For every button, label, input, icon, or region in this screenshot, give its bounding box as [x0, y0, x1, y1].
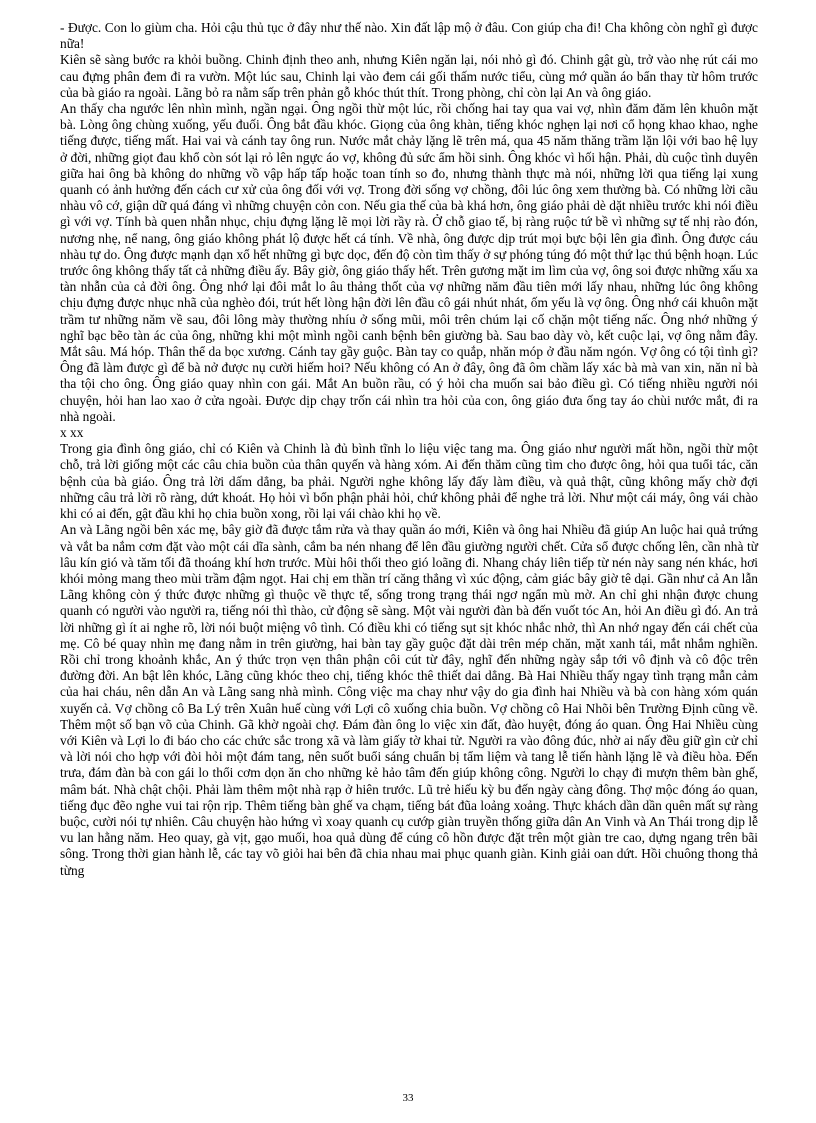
paragraph-2: Kiên sẽ sàng bước ra khỏi buồng. Chinh định theo anh, nhưng Kiên ngăn lại, nói nhỏ gì đó. Chinh gật gù, trở vào nhẹ rút cái mo cau đựng phân đem đi ra vườn. Một lúc sau, Chinh lại vào đem cái gối thấm nước tiểu, cùng mớ quần áo bẩn thay từ hôm trước của bà giáo ra ngoài. Lãng bỏ ra nằm sấp trên phản gỗ khóc thút thít. Trong phòng, chỉ còn lại An và ông giáo. — [60, 52, 758, 100]
document-page — [60, 20, 758, 1080]
paragraph-4: Trong gia đình ông giáo, chỉ có Kiên và Chinh là đủ bình tĩnh lo liệu việc tang ma. Ông giáo như người mất hồn, ngồi thừ một chỗ, trả lời giống một các câu chia buồn của thân quyến và hàng xóm. Ai đến thăm cũng tìm cho được ông, hỏi qua tuổi tác, căn bệnh của bà giáo. Ông trả lời dấm dẳng, ba phải. Người nghe không lấy đấy làm điều, và quả thật, cũng không mấy chờ đợi những câu trả lời rõ ràng, dứt khoát. Họ hỏi vì bổn phận phải hỏi, chứ không phải để nghe trả lời. Như một cái máy, ông vái chào khi có ai đến, gật đầu khi họ chia buồn xong, rồi lại vái chào khi họ về. — [60, 441, 758, 522]
page-number: 33 — [402, 1092, 414, 1104]
paragraph-1: - Được. Con lo giùm cha. Hỏi cậu thủ tục ở đây như thế nào. Xin đất lập mộ ở đâu. Con giúp cha đi! Cha không còn nghĩ gì được nữa! — [60, 20, 758, 52]
section-separator: x xx — [60, 425, 84, 441]
paragraph-5: An và Lãng ngồi bên xác mẹ, bây giờ đã được tắm rửa và thay quần áo mới, Kiên và ông hai Nhiều đã giúp An luộc hai quả trứng và vắt ba nắm cơm đặt vào một cái dĩa sành, cắm ba nén nhang để lên đầu giường người chết. Cửa sổ được chống lên, cần nhà từ lâu kín gió và tăm tối đã thoáng khí hơn trước. Mùi hôi thối theo gió loãng đi. Nhang cháy liên tiếp từ nén này sang nén khác, hơi khói mỏng mang theo mùi trầm đậm ngọt. Hai chị em thần trí căng thẳng vì xúc động, cảm giác bây giờ tê dại. Gần như cả An lẫn Lãng không còn ý thức được những gì thuộc về thực tế, sống trong trạng thái ngơ ngẩn mù mờ. An chỉ ghi nhận được chung quanh có người vào người ra, tiếng nói thì thào, cử động sẽ sàng. Một vài người đàn bà đến vuốt tóc An, hỏi An điều gì đó. An trả lời những gì ít ai nghe rõ, lời nói buột miệng vô tình. Có điều khi có tiếng sụt sịt khóc nhắc nhở, thì An nhớ ngay đến cái chết của mẹ. Cô bé quay nhìn mẹ đang nằm in trên giường, hai bàn tay gầy guộc đặt dài trên mép chăn, mặt xanh tái, mắt nhắm nghiền. Rồi chỉ trong khoảnh khắc, An ý thức trọn vẹn thân phận côi cút từ đây, nghĩ đến những ngày sắp tới vô định và cô độc trên đường đời. An bật lên khóc, Lãng cũng khóc theo chị, tiếng khóc thê thiết dai dẳng. Bà Hai Nhiều thấy ngay tình trạng mẫn cảm của hai cháu, nên dẫn An và Lãng sang nhà mình. Công việc ma chay như vậy do gia đình hai Nhiều và bà con hàng xóm quán xuyến cả. Vợ chồng cô Ba Lý trên Xuân huế cùng với Lợi cô xuống chia buồn. Vợ chồng cô Hai Nhõi bên Trường Định cũng về. Thêm một số bạn võ của Chinh. Gã khờ ngoài chợ. Đám đàn ông lo việc xin đất, đào huyệt, đóng áo quan. Ông Hai Nhiều cùng với Kiên và Lợi lo đi báo cho các chức sắc trong xã và làm giấy tờ khai tử. Người ra vào đông đúc, nhờ ai nấy đều giữ gìn cử chỉ và lời nói cho hợp với đòi hỏi một đám tang, nên suốt buổi sáng chuẩn bị tẩm liệm và tang lễ tiến hành lặng lẽ và điều hòa. Đến trưa, đám đàn bà con gái lo thổi cơm dọn ăn cho những kẻ hảo tâm đến giúp không công. Người lo chạy đi mượn thêm bàn ghế, mâm bát. Nhà chật chội. Phải làm thêm một nhà rạp ở hiên trước. Lũ trẻ hiếu kỳ bu đến ngày càng đông. Thợ mộc đóng áo quan, tiếng đục đẽo nghe vui tai rộn rịp. Thêm tiếng bàn ghế va chạm, tiếng bát đũa loảng xoảng. Thực khách dần dần quên mất sự ràng buộc, cười nói tự nhiên. Câu chuyện hào hứng vì xoay quanh cụ cướp giàn truyền thống giữa dân An Vinh và An Thái trong dịp lễ vu lan hằng năm. Heo quay, gà vịt, gạo muối, hoa quả dùng để cúng cô hồn được đặt trên một giàn tre cao, dựng ngang trên bãi sông. Trong thời gian hành lễ, các tay võ giỏi hai bên đã chia nhau mai phục quanh giàn. Kinh giải oan dứt. Hồi chuông thong thả từng — [60, 522, 758, 878]
paragraph-3: An thấy cha ngước lên nhìn mình, ngần ngại. Ông ngồi thừ một lúc, rồi chống hai tay qua vai vợ, nhìn đăm đăm lên khuôn mặt bà. Lòng ông chùng xuống, yếu đuối. Ông bắt đầu khóc. Giọng của ông khàn, tiếng khóc nghẹn lại nơi cổ họng khao khao, nghe tiếng được, tiếng mất. Hai vai và cánh tay ông run. Nước mắt chảy lặng lẽ trên má, qua 45 năm thăng trầm lặn lội với bao hệ lụy ở đời, những giọt đau khổ còn sót lại rỏ lên ngực áo vợ, không đủ sức ẩm hồi sinh. Ông khóc vì hối hận. Phải, dù cuộc tình duyên giữa hai ông bà không do những vồ vập hấp tấp hoặc toan tính so đo, nhưng thành thực mà nói, những lời qua tiếng lại xung quanh có ảnh hưởng đến cách cư xử của ông đối với vợ. Trong đời sống vợ chồng, đôi lúc ông xem thường bà. Có những lời cãu nhàu vô cớ, giận dữ quá đáng vì những chuyện cỏn con. Nếu gia thế của bà khá hơn, ông giáo phải dè dặt nhiều trước khi nói điều gì với vợ. Tính bà quen nhẫn nhục, chịu đựng lặng lẽ mọi lời rầy rà. Ở chỗ giao tế, bị ràng ruộc tứ bề vì những sự tế nhị rào đón, nương nhẹ, nể nang, ông giáo không phát lộ được hết cá tính. Về nhà, ông được dịp trút mọi bực bội lên gia đình. Ông được cáu nhàu tự do. Ông được mạnh dạn xổ hết những gì bực dọc, đến độ còn tìm thấy ở sự phóng túng đó một thứ lạc thú bệnh hoạn. Lúc trước ông không thấy tất cả những điều ấy. Bây giờ, ông giáo thấy hết. Trên gương mặt im lìm của vợ, ông soi được những xấu xa tàn nhẫn của cả đời ông. Ông nhớ lại đôi mắt lo âu thảng thốt của vợ những năm đầu tiên mới lấy nhau, những lúc ông không chịu đựng được nhục nhã của nghèo đói, trút hết lòng hận đời lên đầu cô gái nhút nhát, ốm yếu là vợ ông. Ông nhớ cái khuôn mặt trầm tư những năm về sau, đôi lông mày thường nhíu ở sống mũi, môi trên chúm lại cố chặn một tiếng nấc. Ông nhớ những ý nghĩ bạc bẽo tàn ác của ông, những khi một mình ngồi canh bệnh bên giường bà. Sau bao dày vò, kết cuộc lại, vợ ông nằm đây. Mắt sâu. Má hóp. Thân thể da bọc xương. Cánh tay gầy guộc. Bàn tay co quắp, nhăn móp ở đầu năm ngón. Vợ ông có tội tình gì? Ông đã làm được gì để bà nở được nụ cười hiếm hoi? Nếu không có An ở đây, ông đã ôm chầm lấy xác bà mà van xin, năn nỉ bà tha tội cho ông. Ông giáo quay nhìn con gái. Mắt An buồn rầu, có ý hỏi cha muốn sai bảo điều gì. Có tiếng nhiều người nói chuyện, hỏi han lao xao ở cửa ngoài. Được dịp chạy trốn cái nhìn tra hỏi của con, ông giáo đưa ống tay áo chùi nước mắt, đi ra nhà ngoài. — [60, 101, 758, 424]
